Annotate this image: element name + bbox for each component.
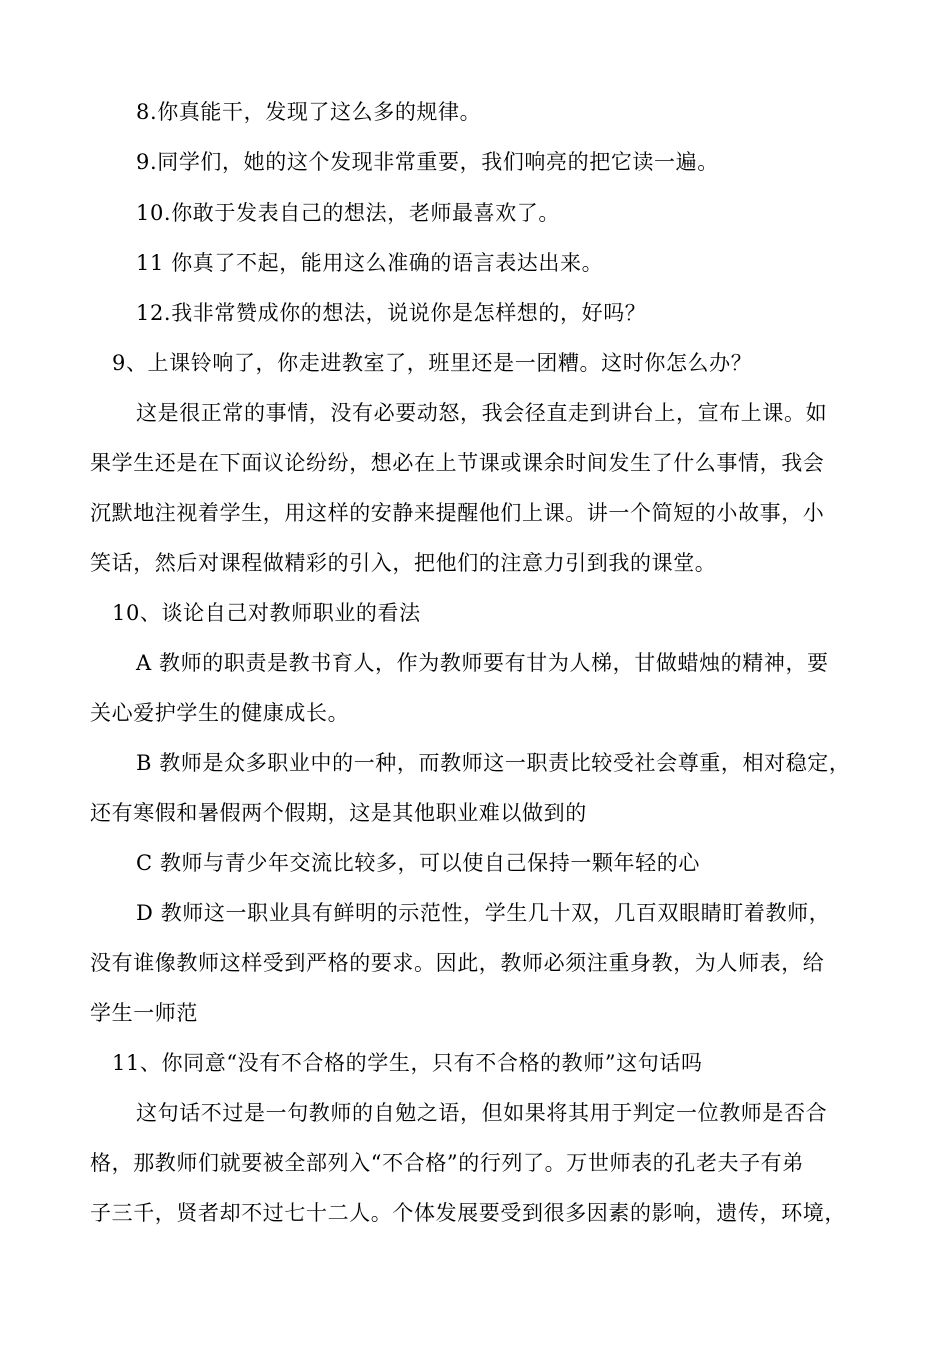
option-b-line: 还有寒假和暑假两个假期，这是其他职业难以做到的 [90, 801, 587, 825]
praise-line: 8.你真能干，发现了这么多的规律。 [136, 100, 482, 124]
paragraph-line: 这是很正常的事情，没有必要动怒，我会径直走到讲台上，宣布上课。如 [136, 401, 828, 425]
option-d-line: 没有谁像教师这样受到严格的要求。因此，教师必须注重身教，为人师表，给 [90, 951, 825, 975]
paragraph-line: 沉默地注视着学生，用这样的安静来提醒他们上课。讲一个简短的小故事，小 [90, 501, 825, 525]
question-10-title: 10、谈论自己对教师职业的看法 [112, 601, 421, 625]
praise-line: 12.我非常赞成你的想法，说说你是怎样想的，好吗？ [136, 301, 647, 325]
question-11-title: 11、你同意“没有不合格的学生，只有不合格的教师”这句话吗 [112, 1051, 703, 1075]
option-d-line: 学生一师范 [90, 1001, 198, 1025]
option-a-line: 关心爱护学生的健康成长。 [90, 701, 350, 725]
paragraph-line: 笑话，然后对课程做精彩的引入，把他们的注意力引到我的课堂。 [90, 551, 717, 575]
paragraph-line: 格，那教师们就要被全部列入“不合格”的行列了。万世师表的孔老夫子有弟 [90, 1151, 804, 1175]
paragraph-line: 果学生还是在下面议论纷纷，想必在上节课或课余时间发生了什么事情，我会 [90, 451, 825, 475]
praise-line: 10.你敢于发表自己的想法，老师最喜欢了。 [136, 201, 560, 225]
option-b-line: B 教师是众多职业中的一种，而教师这一职责比较受社会尊重，相对稳定， [136, 751, 851, 775]
paragraph-line: 这句话不过是一句教师的自勉之语，但如果将其用于判定一位教师是否合 [136, 1101, 828, 1125]
paragraph-line: 子三千，贤者却不过七十二人。个体发展要受到很多因素的影响，遗传，环境， [90, 1201, 846, 1225]
option-d-line: D 教师这一职业具有鲜明的示范性，学生几十双，几百双眼睛盯着教师， [136, 901, 831, 925]
option-c-line: C 教师与青少年交流比较多，可以使自己保持一颗年轻的心 [136, 851, 700, 875]
praise-line: 9.同学们，她的这个发现非常重要，我们响亮的把它读一遍。 [136, 150, 719, 174]
question-9-title: 9、上课铃响了，你走进教室了，班里还是一团糟。这时你怎么办？ [112, 351, 753, 375]
option-a-line: A 教师的职责是教书育人，作为教师要有甘为人梯，甘做蜡烛的精神，要 [136, 651, 829, 675]
praise-line: 11 你真了不起，能用这么准确的语言表达出来。 [136, 251, 604, 275]
